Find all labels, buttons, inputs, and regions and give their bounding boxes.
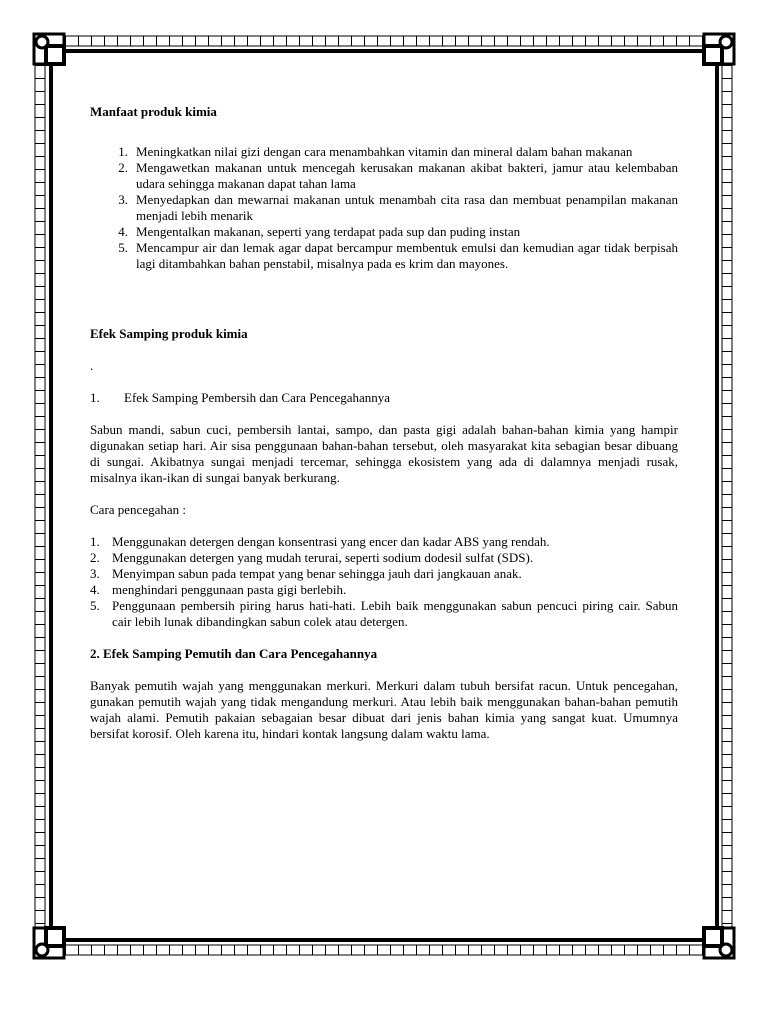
list-item: 1. Menggunakan detergen dengan konsentrasi yang encer dan kadar ABS yang rendah. bbox=[90, 534, 550, 549]
heading-side-effects: Efek Samping produk kimia bbox=[90, 326, 248, 341]
corner-ornament-bottom-right bbox=[702, 926, 734, 958]
heading-bleach: 2. Efek Samping Pemutih dan Cara Pencegahannya bbox=[90, 646, 378, 661]
prevention-list bbox=[90, 534, 678, 630]
list-item: 3. Menyedapkan dan mewarnai makanan untuk menambah cita rasa dan membuat penampilan makanan menjadi lebih menarik bbox=[118, 192, 678, 223]
subheading-cleaner: 1. Efek Samping Pembersih dan Cara Pencegahannya bbox=[90, 390, 391, 405]
list-item: 3. Menyimpan sabun pada tempat yang benar sehingga jauh dari jangkauan anak. bbox=[90, 566, 522, 581]
list-item: 5. Penggunaan pembersih piring harus hati-hati. Lebih baik menggunakan sabun pencuci piring cair. Sabun cair lebih lunak dibandingkan sabun colek atau detergen. bbox=[90, 598, 678, 629]
corner-ornament-bottom-left bbox=[34, 926, 66, 958]
list-item: 5. Mencampur air dan lemak agar dapat bercampur membentuk emulsi dan kemudian agar tidak berpisah lagi ditambahkan bahan penstabil, misalnya pada es krim dan mayones. bbox=[118, 240, 678, 271]
prevention-label: Cara pencegahan : bbox=[90, 502, 187, 517]
document-body bbox=[90, 104, 678, 742]
list-item: 2. Mengawetkan makanan untuk mencegah kerusakan makanan akibat bakteri, jamur atau kelembaban udara sehingga makanan dapat tahan lama bbox=[118, 160, 678, 191]
paragraph-cleaner: Sabun mandi, sabun cuci, pembersih lantai, sampo, dan pasta gigi adalah bahan-bahan kimia yang hampir digunakan setiap hari. Air sisa penggunaan bahan-bahan tersebut, oleh masyarakat kita sebagian besar dibuang di sungai. Akibatnya sungai menjadi tercemar, sehingga ekosistem yang ada di dalamnya menjadi rusak, misalnya ikan-ikan di sungai banyak berkurang. bbox=[90, 422, 678, 485]
corner-ornament-top-left bbox=[34, 34, 66, 66]
corner-ornament-top-right bbox=[702, 34, 734, 66]
list-item: 4. menghindari penggunaan pasta gigi berlebih. bbox=[90, 582, 347, 597]
list-item: 4. Mengentalkan makanan, seperti yang terdapat pada sup dan puding instan bbox=[118, 224, 521, 239]
heading-benefits: Manfaat produk kimia bbox=[90, 104, 217, 119]
list-item: 2. Menggunakan detergen yang mudah terurai, seperti sodium dodesil sulfat (SDS). bbox=[90, 550, 534, 565]
benefits-list bbox=[90, 144, 678, 272]
list-item: 1. Meningkatkan nilai gizi dengan cara menambahkan vitamin dan mineral dalam bahan makanan bbox=[118, 144, 633, 159]
dot-line: . bbox=[90, 358, 94, 373]
paragraph-bleach: Banyak pemutih wajah yang menggunakan merkuri. Merkuri dalam tubuh bersifat racun. Untuk pencegahan, gunakan pemutih wajah yang tidak mengandung merkuri. Atau lebih baik menggunakan bahan-bahan pemutih wajah alami. Pemutih pakaian sebagaian besar dibuat dari jenis bahan kimia yang sangat kuat. Umumnya bersifat korosif. Oleh karena itu, hindari kontak langsung dalam waktu lama. bbox=[90, 678, 678, 741]
